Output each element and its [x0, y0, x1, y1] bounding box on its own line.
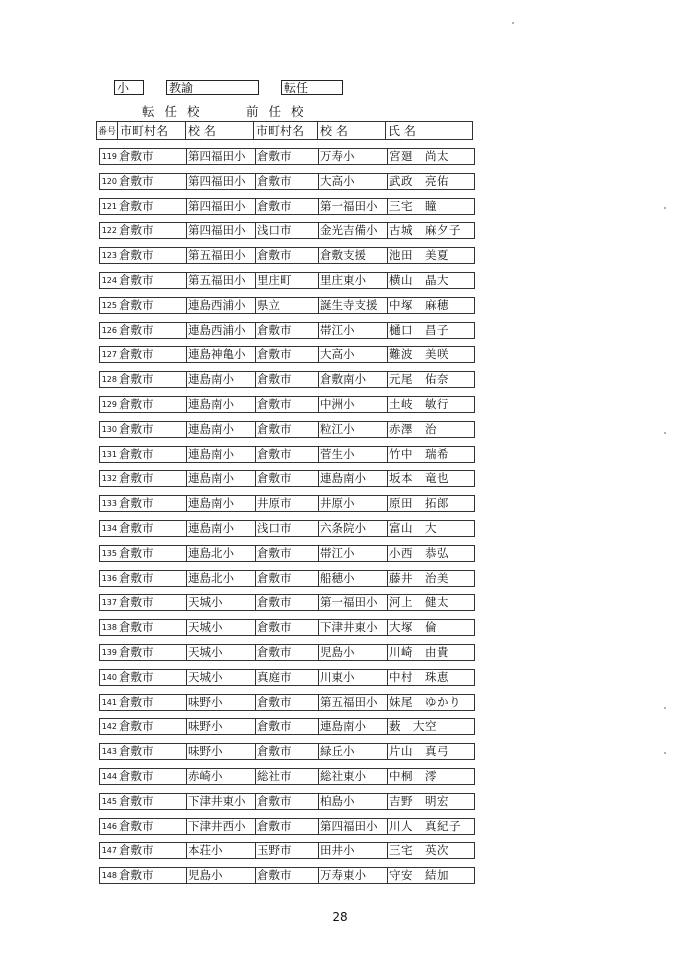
table-row: [99, 694, 475, 711]
row-school: 第四福田小: [187, 173, 256, 190]
table-row: [99, 520, 475, 537]
row-number: 145: [99, 793, 118, 810]
row-prev-school: 船穂小: [319, 570, 388, 587]
row-school: 連島南小: [187, 446, 256, 463]
row-prev-city: 倉敷市: [256, 198, 319, 215]
row-prev-city: 倉敷市: [256, 346, 319, 363]
row-prev-city: 倉敷市: [256, 371, 319, 388]
table-row: [99, 718, 475, 735]
row-number: 120: [99, 173, 118, 190]
row-prev-city: 倉敷市: [256, 446, 319, 463]
row-school: 連島南小: [187, 470, 256, 487]
col-name-header: 氏 名: [386, 122, 473, 140]
row-number: 138: [99, 619, 118, 636]
row-number: 137: [99, 594, 118, 611]
row-prev-city: 倉敷市: [256, 644, 319, 661]
position-box: 教諭: [166, 80, 259, 95]
row-city: 倉敷市: [118, 842, 187, 859]
row-number: 126: [99, 322, 118, 339]
table-row: [99, 222, 475, 239]
row-city: 倉敷市: [118, 446, 187, 463]
row-city: 倉敷市: [118, 198, 187, 215]
row-number: 136: [99, 570, 118, 587]
row-prev-city: 真庭市: [256, 669, 319, 686]
previous-school-group-heading: 前 任 校: [246, 104, 307, 119]
table-row: [99, 743, 475, 760]
row-number: 143: [99, 743, 118, 760]
table-row: [99, 272, 475, 289]
row-prev-city: 井原市: [256, 495, 319, 512]
row-city: 倉敷市: [118, 470, 187, 487]
row-city: 倉敷市: [118, 396, 187, 413]
row-city: 倉敷市: [118, 669, 187, 686]
row-school: 連島西浦小: [187, 297, 256, 314]
column-header-table: [96, 121, 473, 140]
row-city: 倉敷市: [118, 768, 187, 785]
row-number: 132: [99, 470, 118, 487]
row-school: 天城小: [187, 669, 256, 686]
row-number: 127: [99, 346, 118, 363]
row-name: 難波 美咲: [388, 346, 475, 363]
row-number: 121: [99, 198, 118, 215]
col-prev-school-header: 校 名: [318, 122, 386, 140]
row-city: 倉敷市: [118, 346, 187, 363]
row-prev-school: 川東小: [319, 669, 388, 686]
row-name: 元尾 佑奈: [388, 371, 475, 388]
row-number: 139: [99, 644, 118, 661]
row-city: 倉敷市: [118, 644, 187, 661]
scan-speck: [512, 22, 514, 24]
row-prev-school: 帯江小: [319, 322, 388, 339]
col-school-header: 校 名: [186, 122, 254, 140]
table-row: [99, 148, 475, 165]
row-prev-school: 誕生寺支援: [319, 297, 388, 314]
row-prev-city: 浅口市: [256, 222, 319, 239]
row-school: 連島北小: [187, 545, 256, 562]
row-city: 倉敷市: [118, 570, 187, 587]
row-prev-city: 倉敷市: [256, 247, 319, 264]
row-prev-school: 総社東小: [319, 768, 388, 785]
row-prev-city: 倉敷市: [256, 619, 319, 636]
row-city: 倉敷市: [118, 371, 187, 388]
row-name: 竹中 瑞希: [388, 446, 475, 463]
row-name: 中村 珠恵: [388, 669, 475, 686]
row-city: 倉敷市: [118, 247, 187, 264]
row-number: 144: [99, 768, 118, 785]
table-row: [99, 842, 475, 859]
row-school: 天城小: [187, 594, 256, 611]
row-school: 本荘小: [187, 842, 256, 859]
row-prev-school: 菅生小: [319, 446, 388, 463]
table-row: [99, 669, 475, 686]
table-row: [99, 173, 475, 190]
row-name: 富山 大: [388, 520, 475, 537]
row-name: 横山 晶大: [388, 272, 475, 289]
row-prev-school: 第一福田小: [319, 594, 388, 611]
row-name: 薮 大空: [388, 718, 475, 735]
row-name: 坂本 竜也: [388, 470, 475, 487]
table-row: [99, 867, 475, 884]
row-city: 倉敷市: [118, 495, 187, 512]
row-prev-city: 倉敷市: [256, 594, 319, 611]
row-prev-school: 連島南小: [319, 718, 388, 735]
table-row: [99, 446, 475, 463]
row-prev-city: 倉敷市: [256, 396, 319, 413]
page-number: 28: [332, 910, 348, 924]
row-school: 味野小: [187, 718, 256, 735]
transfer-type-box: 転任: [281, 80, 343, 95]
row-prev-school: 金光吉備小: [319, 222, 388, 239]
row-name: 妹尾 ゆかり: [388, 694, 475, 711]
table-row: [99, 570, 475, 587]
row-name: 中塚 麻穂: [388, 297, 475, 314]
row-number: 125: [99, 297, 118, 314]
table-row: [99, 768, 475, 785]
row-name: 三宅 英次: [388, 842, 475, 859]
new-school-group-heading: 転 任 校: [142, 104, 203, 119]
row-school: 下津井西小: [187, 818, 256, 835]
row-prev-city: 倉敷市: [256, 718, 319, 735]
row-city: 倉敷市: [118, 322, 187, 339]
table-row: [99, 594, 475, 611]
row-school: 下津井東小: [187, 793, 256, 810]
table-row: [99, 346, 475, 363]
row-name: 古城 麻夕子: [388, 222, 475, 239]
row-city: 倉敷市: [118, 297, 187, 314]
row-city: 倉敷市: [118, 619, 187, 636]
row-prev-school: 緑丘小: [319, 743, 388, 760]
row-prev-school: 第五福田小: [319, 694, 388, 711]
table-row: [99, 198, 475, 215]
row-name: 小西 恭弘: [388, 545, 475, 562]
row-school: 味野小: [187, 743, 256, 760]
table-row: [99, 396, 475, 413]
row-city: 倉敷市: [118, 272, 187, 289]
row-prev-city: 県立: [256, 297, 319, 314]
row-city: 倉敷市: [118, 148, 187, 165]
col-prev-city-header: 市町村名: [254, 122, 318, 140]
row-prev-school: 第一福田小: [319, 198, 388, 215]
row-prev-school: 万寿小: [319, 148, 388, 165]
table-row: [99, 421, 475, 438]
row-prev-city: 倉敷市: [256, 867, 319, 884]
row-number: 130: [99, 421, 118, 438]
row-prev-city: 倉敷市: [256, 470, 319, 487]
row-school: 天城小: [187, 644, 256, 661]
column-header-row: [97, 122, 473, 140]
row-school: 味野小: [187, 694, 256, 711]
row-prev-school: 大高小: [319, 346, 388, 363]
row-prev-school: 井原小: [319, 495, 388, 512]
row-city: 倉敷市: [118, 818, 187, 835]
row-city: 倉敷市: [118, 173, 187, 190]
table-row: [99, 322, 475, 339]
row-name: 武政 亮佑: [388, 173, 475, 190]
row-prev-city: 玉野市: [256, 842, 319, 859]
row-name: 大塚 倫: [388, 619, 475, 636]
row-school: 連島南小: [187, 421, 256, 438]
row-school: 連島西浦小: [187, 322, 256, 339]
row-name: 赤澤 治: [388, 421, 475, 438]
table-row: [99, 247, 475, 264]
row-prev-school: 中洲小: [319, 396, 388, 413]
row-prev-city: 倉敷市: [256, 793, 319, 810]
row-prev-school: 第四福田小: [319, 818, 388, 835]
row-number: 141: [99, 694, 118, 711]
row-number: 128: [99, 371, 118, 388]
row-prev-school: 連島南小: [319, 470, 388, 487]
row-school: 連島北小: [187, 570, 256, 587]
table-row: [99, 371, 475, 388]
row-prev-school: 柏島小: [319, 793, 388, 810]
row-school: 第五福田小: [187, 247, 256, 264]
row-prev-city: 倉敷市: [256, 818, 319, 835]
row-name: 樋口 昌子: [388, 322, 475, 339]
row-prev-city: 浅口市: [256, 520, 319, 537]
row-number: 142: [99, 718, 118, 735]
row-number: 124: [99, 272, 118, 289]
row-city: 倉敷市: [118, 743, 187, 760]
row-number: 119: [99, 148, 118, 165]
row-school: 第四福田小: [187, 198, 256, 215]
row-prev-city: 倉敷市: [256, 322, 319, 339]
school-level-box: 小: [114, 80, 144, 95]
row-school: 連島南小: [187, 520, 256, 537]
row-prev-city: 倉敷市: [256, 570, 319, 587]
row-prev-school: 倉敷南小: [319, 371, 388, 388]
scan-speck: [664, 432, 666, 434]
row-prev-school: 倉敷支援: [319, 247, 388, 264]
row-school: 赤崎小: [187, 768, 256, 785]
row-name: 片山 真弓: [388, 743, 475, 760]
col-no-header: 番号: [97, 122, 118, 140]
row-city: 倉敷市: [118, 867, 187, 884]
table-row: [99, 619, 475, 636]
table-row: [99, 818, 475, 835]
row-prev-city: 里庄町: [256, 272, 319, 289]
row-prev-city: 総社市: [256, 768, 319, 785]
row-city: 倉敷市: [118, 718, 187, 735]
row-city: 倉敷市: [118, 594, 187, 611]
row-prev-city: 倉敷市: [256, 743, 319, 760]
row-school: 第五福田小: [187, 272, 256, 289]
row-city: 倉敷市: [118, 694, 187, 711]
row-prev-school: 大高小: [319, 173, 388, 190]
table-row: [99, 495, 475, 512]
row-name: 中桐 澪: [388, 768, 475, 785]
row-school: 児島小: [187, 867, 256, 884]
row-name: 原田 拓郎: [388, 495, 475, 512]
row-prev-school: 六条院小: [319, 520, 388, 537]
row-city: 倉敷市: [118, 545, 187, 562]
row-prev-school: 下津井東小: [319, 619, 388, 636]
row-prev-city: 倉敷市: [256, 173, 319, 190]
col-city-header: 市町村名: [118, 122, 186, 140]
row-name: 宮廻 尚太: [388, 148, 475, 165]
row-city: 倉敷市: [118, 222, 187, 239]
row-name: 土岐 敏行: [388, 396, 475, 413]
row-school: 天城小: [187, 619, 256, 636]
row-prev-school: 万寿東小: [319, 867, 388, 884]
row-number: 135: [99, 545, 118, 562]
row-number: 148: [99, 867, 118, 884]
row-city: 倉敷市: [118, 421, 187, 438]
row-prev-school: 児島小: [319, 644, 388, 661]
row-name: 守安 結加: [388, 867, 475, 884]
row-school: 連島南小: [187, 396, 256, 413]
row-school: 第四福田小: [187, 222, 256, 239]
row-school: 連島南小: [187, 371, 256, 388]
row-number: 140: [99, 669, 118, 686]
scan-speck: [664, 752, 666, 754]
row-name: 池田 美夏: [388, 247, 475, 264]
row-prev-city: 倉敷市: [256, 694, 319, 711]
table-row: [99, 793, 475, 810]
table-row: [99, 545, 475, 562]
row-prev-school: 帯江小: [319, 545, 388, 562]
scan-speck: [664, 207, 666, 209]
row-name: 三宅 瞳: [388, 198, 475, 215]
row-prev-school: 里庄東小: [319, 272, 388, 289]
row-number: 147: [99, 842, 118, 859]
row-number: 122: [99, 222, 118, 239]
row-number: 133: [99, 495, 118, 512]
row-number: 131: [99, 446, 118, 463]
row-prev-city: 倉敷市: [256, 148, 319, 165]
row-city: 倉敷市: [118, 520, 187, 537]
row-school: 連島南小: [187, 495, 256, 512]
table-row: [99, 644, 475, 661]
row-name: 河上 健太: [388, 594, 475, 611]
row-number: 123: [99, 247, 118, 264]
row-prev-school: 田井小: [319, 842, 388, 859]
row-name: 川崎 由貴: [388, 644, 475, 661]
row-name: 吉野 明宏: [388, 793, 475, 810]
row-name: 川人 真紀子: [388, 818, 475, 835]
row-prev-city: 倉敷市: [256, 421, 319, 438]
row-prev-city: 倉敷市: [256, 545, 319, 562]
row-prev-school: 粒江小: [319, 421, 388, 438]
scan-speck: [664, 707, 666, 709]
row-city: 倉敷市: [118, 793, 187, 810]
row-number: 129: [99, 396, 118, 413]
table-row: [99, 470, 475, 487]
row-number: 134: [99, 520, 118, 537]
row-school: 第四福田小: [187, 148, 256, 165]
row-school: 連島神亀小: [187, 346, 256, 363]
row-name: 藤井 治美: [388, 570, 475, 587]
table-row: [99, 297, 475, 314]
row-number: 146: [99, 818, 118, 835]
